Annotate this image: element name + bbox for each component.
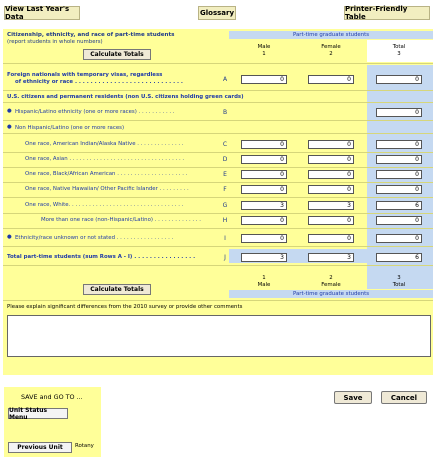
glossary-button[interactable]: Glossary bbox=[198, 6, 236, 20]
row-a-total-output: 0 bbox=[376, 75, 422, 84]
row-j-male-output: 3 bbox=[241, 253, 287, 262]
row-h-label: More than one race (non-Hispanic/Latino) . . . . . . . . . . . . . . bbox=[41, 217, 201, 223]
row-h-letter: H bbox=[222, 217, 228, 224]
row-h-total-output: 0 bbox=[376, 216, 422, 225]
footer-female-num: 2 bbox=[329, 275, 333, 281]
cancel-button[interactable]: Cancel bbox=[381, 391, 427, 404]
row-i-total-output: 0 bbox=[376, 234, 422, 243]
divider bbox=[3, 300, 433, 301]
footer-total-num: 3 bbox=[397, 275, 401, 281]
row-a-label: Foreign nationals with temporary visas, regardless bbox=[7, 72, 163, 78]
row-g-male-input[interactable]: 3 bbox=[241, 201, 287, 210]
divider bbox=[3, 213, 433, 214]
row-e-male-input[interactable]: 0 bbox=[241, 170, 287, 179]
row-c-label: One race, American Indian/Alaska Native . . . . . . . . . . . . . . bbox=[25, 141, 184, 147]
row-f-label: One race, Native Hawaiian/ Other Pacific Islander . . . . . . . . . bbox=[25, 186, 189, 192]
footer-female-name: Female bbox=[321, 282, 341, 288]
row-f-total-output: 0 bbox=[376, 185, 422, 194]
row-j-total-output: 6 bbox=[376, 253, 422, 262]
row-g-label: One race, White. . . . . . . . . . . . . . . . . . . . . . . . . . . . . . . . . . bbox=[25, 202, 184, 208]
comments-textarea[interactable] bbox=[7, 315, 431, 357]
row-g-letter: G bbox=[222, 202, 228, 209]
row-i-letter: I bbox=[224, 235, 226, 242]
footer-male-name: Male bbox=[257, 282, 271, 288]
divider bbox=[3, 133, 433, 134]
row-c-total-output: 0 bbox=[376, 140, 422, 149]
row-a-label-cont: of ethnicity or race . . . . . . . . . . . . . . . . . . . . . . . . . . . . bbox=[15, 79, 183, 85]
row-a-letter: A bbox=[222, 76, 228, 83]
part-time-students-form bbox=[3, 29, 433, 375]
row-e-total-output: 0 bbox=[376, 170, 422, 179]
total-column-name: Total bbox=[392, 44, 406, 50]
row-d-label: One race, Asian . . . . . . . . . . . . . . . . . . . . . . . . . . . . . . . . . . bbox=[25, 156, 185, 162]
row-b-label: Hispanic/Latino ethnicity (one or more races) . . . . . . . . . . . bbox=[15, 109, 175, 115]
row-e-letter: E bbox=[223, 171, 227, 178]
divider bbox=[3, 265, 433, 266]
unit-status-menu-button[interactable]: Unit Status Menu bbox=[8, 408, 68, 419]
female-column-num: 2 bbox=[329, 51, 333, 57]
save-and-go-panel bbox=[4, 387, 101, 457]
row-a-female-input[interactable]: 0 bbox=[308, 75, 354, 84]
row-b-letter: B bbox=[222, 109, 228, 116]
non-hispanic-heading: Non Hispanic/Latino (one or more races) bbox=[15, 125, 125, 131]
divider bbox=[3, 228, 433, 229]
save-and-go-title: SAVE and GO TO ... bbox=[21, 393, 83, 401]
row-f-male-input[interactable]: 0 bbox=[241, 185, 287, 194]
divider bbox=[3, 182, 433, 183]
row-e-label: One race, Black/African American . . . . . . . . . . . . . . . . . . . . . bbox=[25, 171, 188, 177]
divider bbox=[3, 152, 433, 153]
footer-male-num: 1 bbox=[262, 275, 266, 281]
row-i-male-input[interactable]: 0 bbox=[241, 234, 287, 243]
row-i-female-input[interactable]: 0 bbox=[308, 234, 354, 243]
column-group-label: Part-time graduate students bbox=[292, 32, 370, 38]
comments-prompt: Please explain significant differences from the 2010 survey or provide other comments bbox=[7, 304, 243, 310]
bullet-icon: ● bbox=[7, 234, 12, 240]
footer-total-name: Total bbox=[392, 282, 406, 288]
row-c-male-input[interactable]: 0 bbox=[241, 140, 287, 149]
row-c-letter: C bbox=[222, 141, 228, 148]
row-e-female-input[interactable]: 0 bbox=[308, 170, 354, 179]
divider bbox=[3, 167, 433, 168]
row-c-female-input[interactable]: 0 bbox=[308, 140, 354, 149]
save-button[interactable]: Save bbox=[334, 391, 372, 404]
form-subtitle: (report students in whole numbers) bbox=[7, 39, 103, 45]
previous-unit-button[interactable]: Previous Unit bbox=[8, 442, 72, 453]
row-a-male-input[interactable]: 0 bbox=[241, 75, 287, 84]
bullet-icon: ● bbox=[7, 124, 12, 130]
total-column-num: 3 bbox=[397, 51, 401, 57]
view-last-year-button[interactable]: View Last Year's Data bbox=[4, 6, 80, 20]
previous-unit-name: Rotany bbox=[75, 443, 94, 449]
row-h-female-input[interactable]: 0 bbox=[308, 216, 354, 225]
row-g-female-input[interactable]: 3 bbox=[308, 201, 354, 210]
form-title: Citizenship, ethnicity, and race of part-time students bbox=[7, 32, 175, 38]
row-j-letter: J bbox=[224, 254, 226, 261]
row-d-total-output: 0 bbox=[376, 155, 422, 164]
footer-group-label: Part-time graduate students bbox=[292, 291, 370, 297]
male-column-num: 1 bbox=[262, 51, 266, 57]
divider bbox=[3, 120, 433, 121]
row-f-letter: F bbox=[223, 186, 227, 193]
row-g-total-output: 6 bbox=[376, 201, 422, 210]
printer-friendly-button[interactable]: Printer-Friendly Table bbox=[344, 6, 430, 20]
row-i-label: Ethnicity/race unknown or not stated . . . . . . . . . . . . . . . . . bbox=[15, 235, 174, 241]
female-column-name: Female bbox=[321, 44, 341, 50]
row-f-female-input[interactable]: 0 bbox=[308, 185, 354, 194]
row-j-female-output: 3 bbox=[308, 253, 354, 262]
calculate-totals-button-bottom[interactable]: Calculate Totals bbox=[83, 284, 151, 295]
row-h-male-input[interactable]: 0 bbox=[241, 216, 287, 225]
calculate-totals-button[interactable]: Calculate Totals bbox=[83, 49, 151, 60]
row-d-female-input[interactable]: 0 bbox=[308, 155, 354, 164]
divider bbox=[3, 63, 433, 64]
divider bbox=[3, 246, 433, 247]
male-column-name: Male bbox=[257, 44, 271, 50]
row-d-male-input[interactable]: 0 bbox=[241, 155, 287, 164]
bullet-icon: ● bbox=[7, 108, 12, 114]
row-b-total-output: 0 bbox=[376, 108, 422, 117]
divider bbox=[3, 197, 433, 198]
row-d-letter: D bbox=[222, 156, 228, 163]
divider bbox=[3, 90, 433, 91]
divider bbox=[3, 102, 433, 103]
us-citizens-heading: U.S. citizens and permanent residents (non U.S. citizens holding green cards) bbox=[7, 94, 244, 100]
row-j-label: Total part-time students (sum Rows A - I) . . . . . . . . . . . . . . . . bbox=[7, 254, 196, 260]
